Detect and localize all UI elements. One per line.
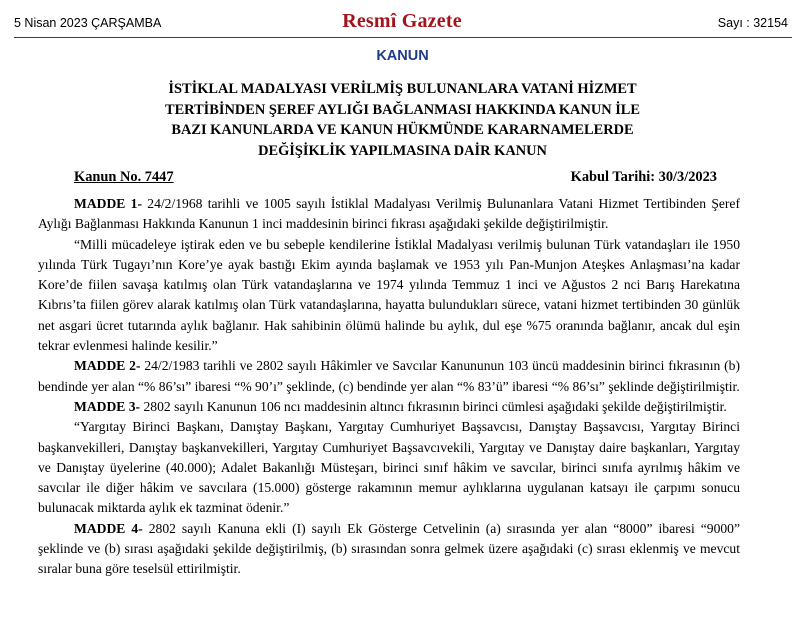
article-heading: MADDE 2-: [74, 358, 141, 374]
article-heading: MADDE 3-: [74, 398, 141, 414]
law-meta: [74, 169, 717, 187]
article-text: “Yargıtay Birinci Başkanı, Danıştay Başkanı, Yargıtay Cumhuriyet Başsavcısı, Danıştay Başsavcısı, Yargıtay Birinci başkanvekilleri, Danıştay başkanvekilleri, Yargıtay Cumhuriyet Başsavcıvekili, Yargıtay ve Danıştay daire başkanları, Yargıtay ve Danıştay üyelerine (40.000); Adalet Bakanlığı Müsteşarı, birinci sınıf hâkim ve savcılar, birinci sınıfa ayrılmış hâkim ve savcılar ile diğer hâkim ve savcılara (15.000) gösterge rakamının memur aylıklarına uygulanan katsayı ile çarpımı sonucu bulunacak miktarda aylık ek tazminat ödenir.”: [38, 419, 740, 516]
law-title-line: BAZI KANUNLARDA VE KANUN HÜKMÜNDE KARARNAMELERDE: [171, 122, 634, 138]
article-heading: MADDE 1-: [74, 196, 142, 211]
quoted-paragraph: [38, 235, 740, 357]
header-divider: [14, 37, 792, 38]
quoted-paragraph: [38, 417, 740, 518]
article-paragraph: [38, 397, 740, 417]
article-text: 24/2/1968 tarihli ve 1005 sayılı İstiklal Madalyası Verilmiş Bulunanlara Vatani Hizmet Tertibinden Şeref Aylığı Bağlanması Hakkında Kanunun 1 inci maddesinin birinci fıkrası aşağıdaki şekilde değiştirilmiştir.: [38, 196, 740, 232]
law-title-line: İSTİKLAL MADALYASI VERİLMİŞ BULUNANLARA VATANİ HİZMET: [168, 81, 637, 97]
law-title-line: TERTİBİNDEN ŞEREF AYLIĞI BAĞLANMASI HAKKINDA KANUN İLE: [164, 101, 640, 118]
acceptance-date: Kabul Tarihi: 30/3/2023: [570, 169, 717, 185]
header-date: 5 Nisan 2023 ÇARŞAMBA: [14, 16, 162, 30]
article-text: 24/2/1983 tarihli ve 2802 sayılı Hâkimler ve Savcılar Kanununun 103 üncü maddesinin birinci fıkrasının (b) bendinde yer alan “% 86’sı” ibaresi “% 90’ı” şeklinde, (c) bendinde yer alan “% 83’ü” ibaresi “% 86’sı” şeklinde değiştirilmiştir.: [38, 358, 740, 394]
header-issue-number: Sayı : 32154: [717, 16, 788, 30]
article-heading: MADDE 4-: [74, 520, 143, 536]
gazette-header: [14, 8, 790, 38]
law-body: [38, 194, 740, 580]
law-title: [90, 79, 715, 161]
article-paragraph: [38, 519, 740, 580]
article-paragraph: [38, 194, 740, 235]
article-text: 2802 sayılı Kanuna ekli (I) sayılı Ek Gösterge Cetvelinin (a) sırasında yer alan “8000” ibaresi “9000” şeklinde ve (b) sırası aşağıdaki şekilde değiştirilmiş, (b) sırasından sonra gelmek üzere aşağıdaki (c) sırası eklenmiş ve mevcut sıralar buna göre teselsül ettirilmiştir.: [38, 520, 740, 577]
article-paragraph: [38, 356, 740, 397]
article-text: 2802 sayılı Kanunun 106 ncı maddesinin altıncı fıkrasının birinci cümlesi aşağıdaki şekilde değiştirilmiştir.: [140, 398, 727, 414]
gazette-title: Resmî Gazete: [342, 10, 462, 32]
document-type: KANUN: [376, 48, 429, 64]
law-number: Kanun No. 7447: [74, 169, 174, 185]
law-title-line: DEĞİŞİKLİK YAPILMASINA DAİR KANUN: [258, 142, 547, 159]
article-text: “Milli mücadeleye iştirak eden ve bu sebeple kendilerine İstiklal Madalyası verilmiş bulunan Türk vatandaşları ile 1950 yılında Türk Tugayı’nın Kore’ye ayak bastığı Ekim ayında başlamak ve 1953 yılı Pan-Munjon Ateşkes Anlaşması’na kadar Kore’de fiilen savaşa katılmış olan Türk vatandaşlarına ve 1974 yılında Temmuz 1 inci ve Ağustos 2 nci Barış Harekatına Kıbrıs’ta fiilen görev alarak katılmış olan Türk vatandaşlarına, hayatta bulundukları sürece, vatani hizmet tertibinden 30 günlük net asgari ücret tutarında aylık bağlanır. Hak sahibinin ölümü halinde bu aylık, dul eşe %75 oranında bağlanır, ancak dul eşin tekrar evlenmesi halinde kesilir.”: [38, 236, 740, 354]
